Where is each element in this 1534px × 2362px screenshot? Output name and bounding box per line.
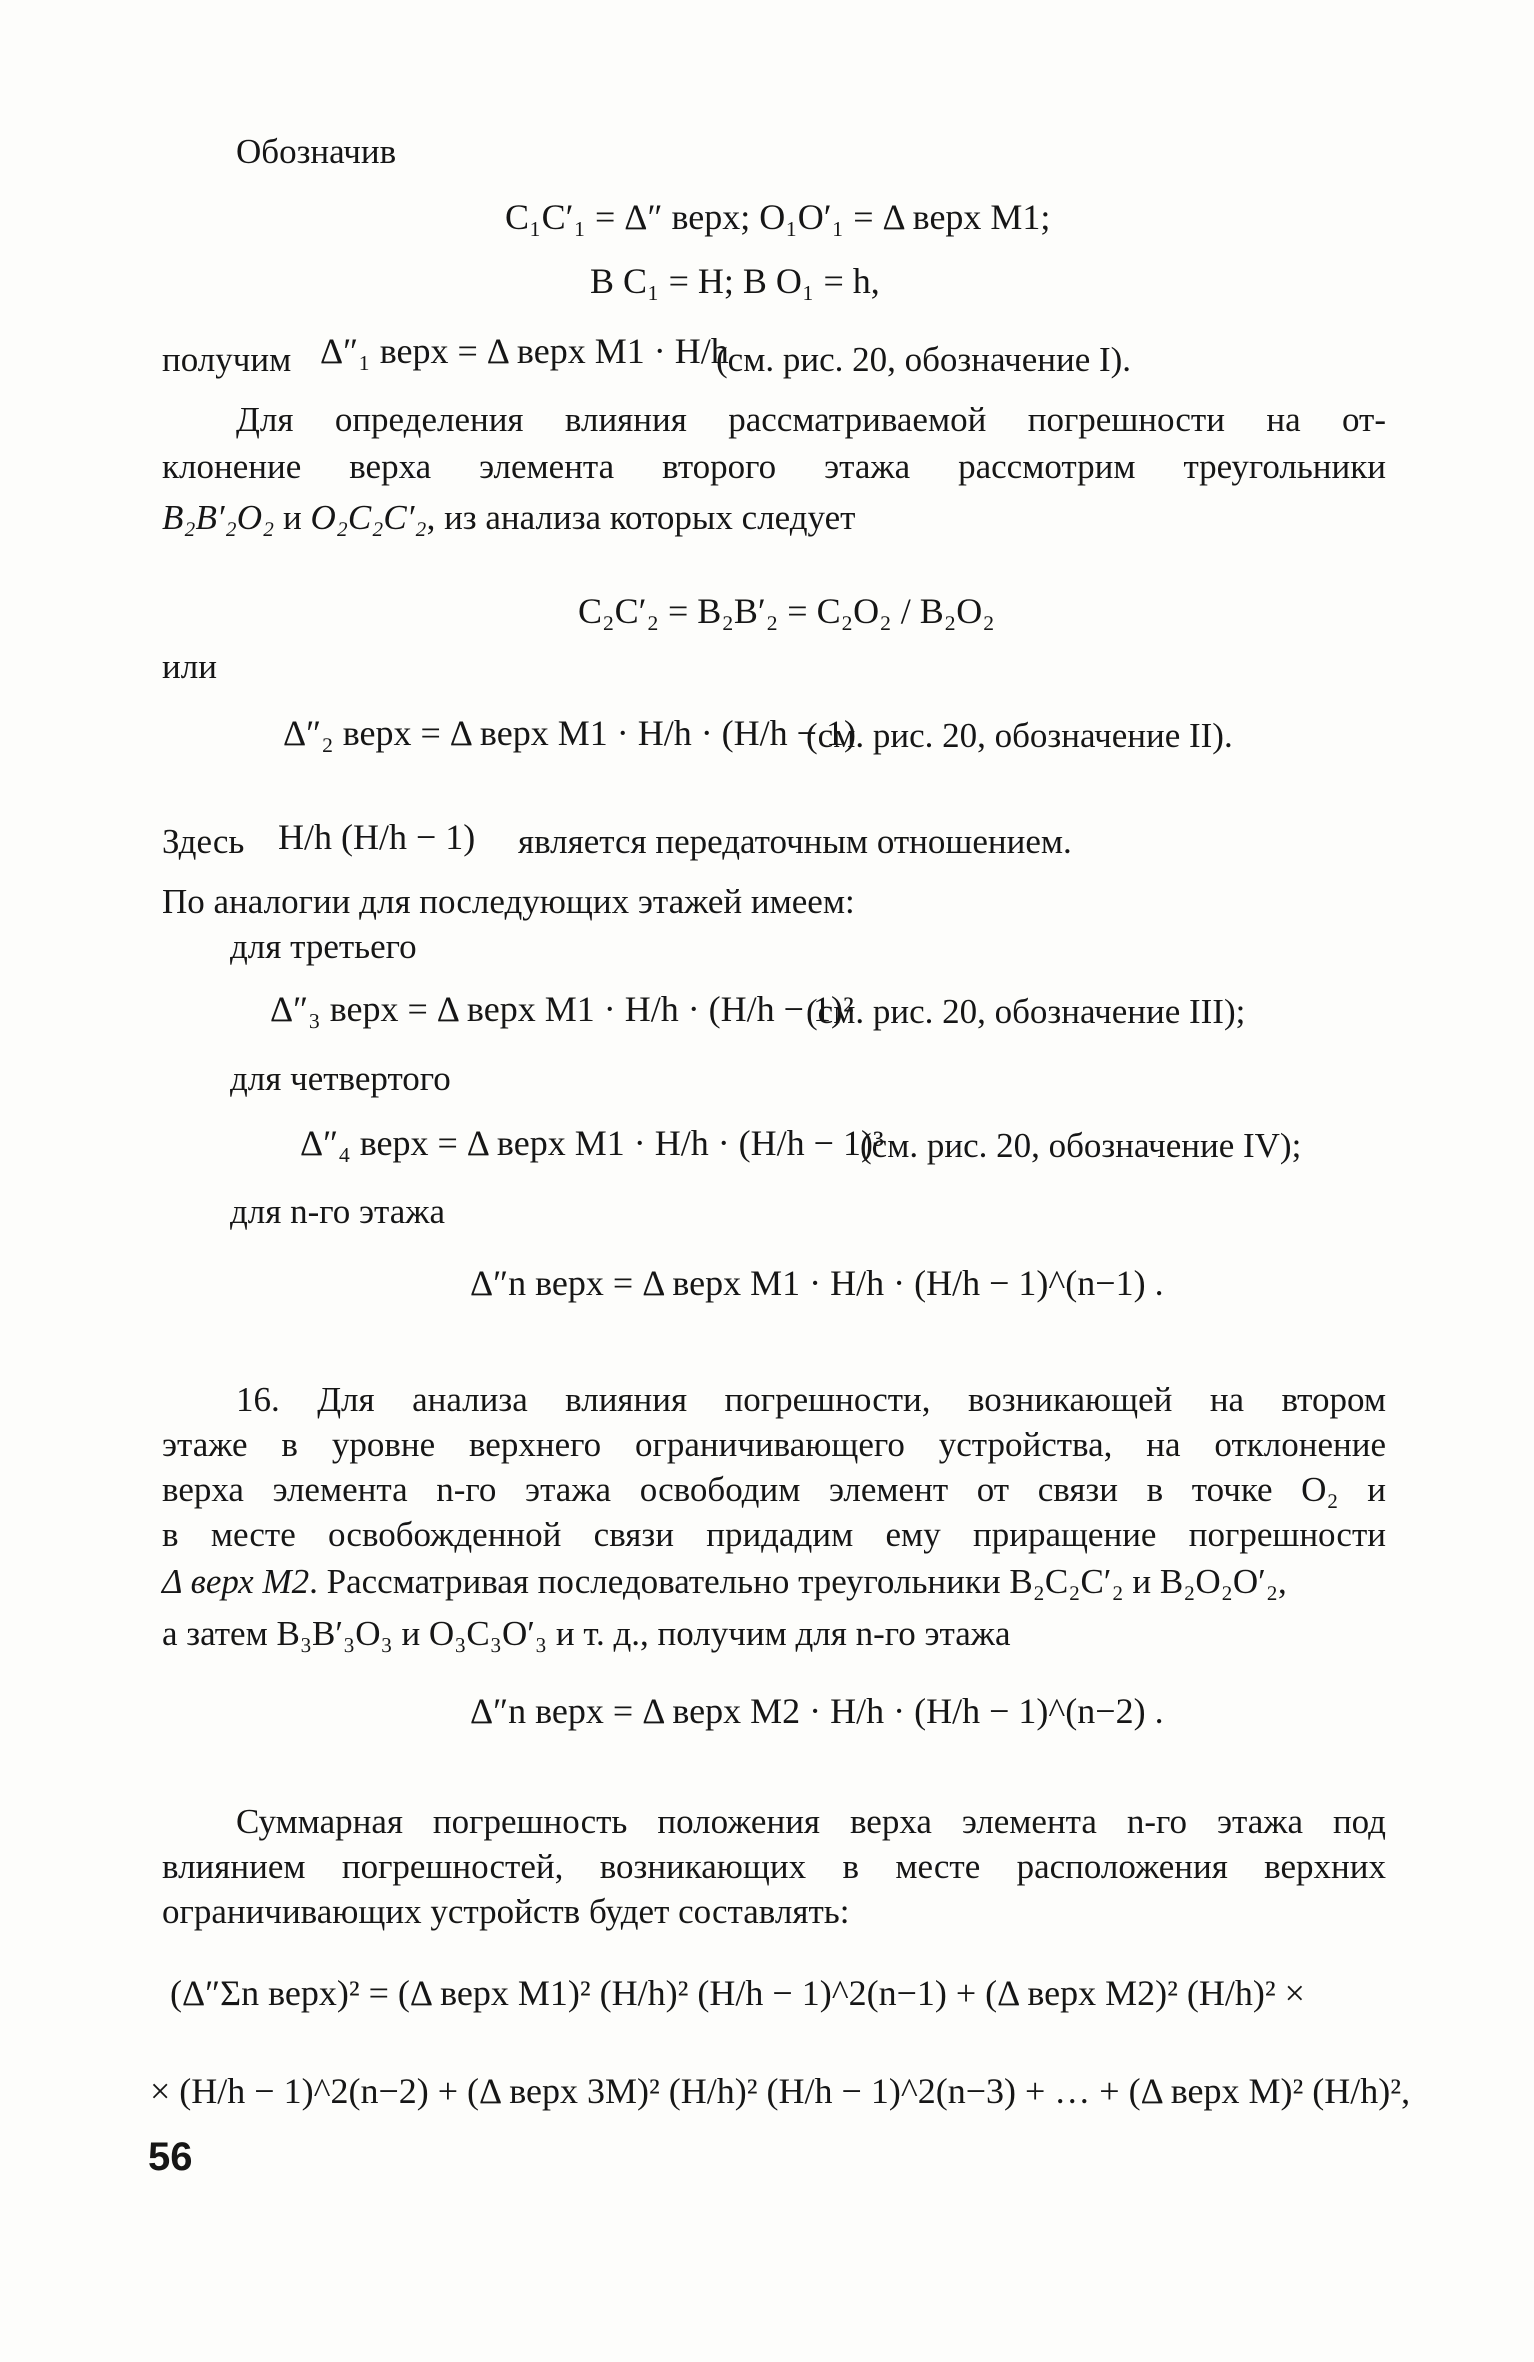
text-sum-line3: ограничивающих устройств будет составлять:	[162, 1892, 850, 1931]
text-sum-line2: влиянием погрешностей, возникающих в месте расположения верхних	[162, 1847, 1386, 1886]
text-s16-line1: 16. Для анализа влияния погрешности, возникающей на втором	[236, 1380, 1386, 1419]
text-para2-line3	[162, 496, 855, 540]
formula-delta4: Δ″₄ верх = Δ верх M1 · H/h · (H/h − 1)³	[300, 1123, 884, 1163]
text-here: Здесь	[162, 822, 245, 861]
text-get: получим	[162, 340, 292, 379]
text-para2-line1: Для определения влияния рассматриваемой погрешности на от-	[236, 400, 1386, 439]
text-from-which: , из анализа которых следует	[426, 498, 856, 537]
triangle-1: B₂B′₂O₂	[162, 498, 275, 537]
text-para2-line2: клонение верха элемента второго этажа рассмотрим треугольники	[162, 447, 1386, 486]
formula-deltan2: Δ″n верх = Δ верх M2 · H/h · (H/h − 1)^(n−2) .	[470, 1691, 1164, 1731]
page-number: 56	[148, 2135, 193, 2179]
text-ref4: (см. рис. 20, обозначение IV);	[860, 1126, 1302, 1165]
text-and: и	[282, 498, 302, 537]
text-ratio-desc: является передаточным отношением.	[518, 822, 1072, 861]
formula-definitions-row1: C₁C′₁ = Δ″ верх; O₁O′₁ = Δ верх M1;	[505, 197, 1051, 237]
formula-c2: C₂C′₂ = B₂B′₂ = C₂O₂ / B₂O₂	[578, 591, 995, 631]
text-fourth: для четвертого	[230, 1059, 451, 1098]
text-s16-line5-body: . Рассматривая последовательно треугольники B₂C₂C′₂ и B₂O₂O′₂,	[309, 1562, 1287, 1601]
text-or: или	[162, 647, 217, 686]
text-ref1: (см. рис. 20, обозначение I).	[716, 340, 1132, 379]
formula-delta2: Δ″₂ верх = Δ верх M1 · H/h · (H/h − 1)	[283, 713, 856, 753]
symbol-delta-m2: Δ верх M2	[162, 1562, 310, 1601]
text-s16-line4: в месте освобожденной связи придадим ему приращение погрешности	[162, 1515, 1386, 1554]
text-analogy: По аналогии для последующих этажей имеем:	[162, 882, 855, 921]
formula-sum-row1: (Δ″Σn верх)² = (Δ верх M1)² (H/h)² (H/h − 1)^2(n−1) + (Δ верх M2)² (H/h)² ×	[170, 1973, 1305, 2013]
text-nth: для n-го этажа	[230, 1192, 446, 1231]
text-s16-line5	[162, 1560, 1287, 1604]
text-s16-line2: этаже в уровне верхнего ограничивающего устройства, на отклонение	[162, 1425, 1386, 1464]
text-sum-line1: Суммарная погрешность положения верха элемента n-го этажа под	[236, 1802, 1386, 1841]
text-third: для третьего	[230, 927, 417, 966]
formula-sum-row2: × (H/h − 1)^2(n−2) + (Δ верх 3M)² (H/h)² (H/h − 1)^2(n−3) + … + (Δ верх M)² (H/h)²,	[150, 2071, 1411, 2111]
text-s16-line6: а затем B₃B′₃O₃ и O₃C₃O′₃ и т. д., получим для n-го этажа	[162, 1614, 1011, 1653]
triangle-2: O₂C₂C′₂	[310, 498, 427, 537]
text-intro: Обозначив	[236, 132, 397, 171]
formula-delta1: Δ″₁ верх = Δ верх M1 · H/h	[320, 331, 729, 371]
formula-deltan: Δ″n верх = Δ верх M1 · H/h · (H/h − 1)^(n−1) .	[470, 1263, 1164, 1303]
formula-delta3: Δ″₃ верх = Δ верх M1 · H/h · (H/h − 1)²	[270, 989, 854, 1029]
formula-definitions-row2: B C₁ = H; B O₁ = h,	[590, 261, 880, 301]
text-ref3: (см. рис. 20, обозначение III);	[806, 992, 1246, 1031]
text-ref2: (см. рис. 20, обозначение II).	[806, 716, 1233, 755]
text-s16-line3: верха элемента n-го этажа освободим элемент от связи в точке O₂ и	[162, 1470, 1386, 1509]
formula-ratio: H/h (H/h − 1)	[278, 817, 476, 857]
